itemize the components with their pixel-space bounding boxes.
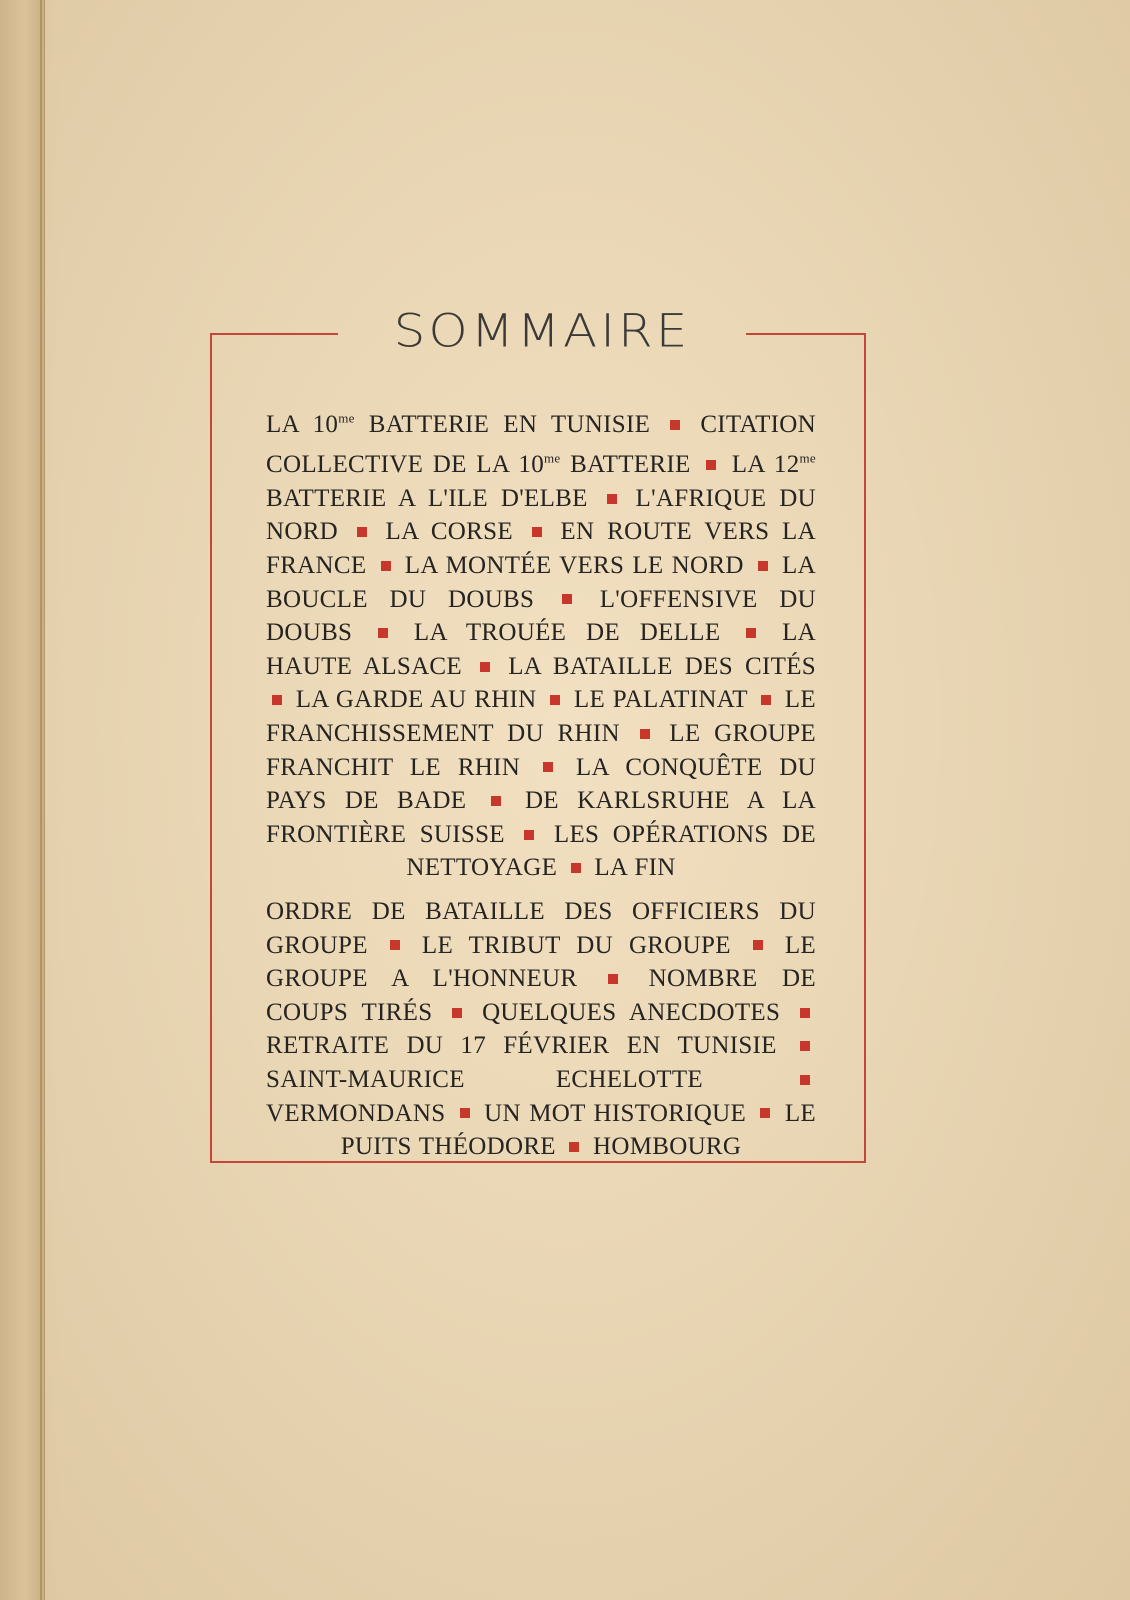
square-bullet-icon — [800, 1008, 810, 1018]
contents-entry: LA CORSE — [385, 518, 513, 546]
contents-entry: LE GROUPE FRANCHIT LE RHIN — [266, 720, 816, 781]
square-bullet-icon — [800, 1075, 810, 1085]
square-bullet-icon — [760, 1108, 770, 1118]
frame-top-left-rule — [210, 333, 338, 335]
square-bullet-icon — [640, 729, 650, 739]
square-bullet-icon — [761, 695, 771, 705]
square-bullet-icon — [746, 628, 756, 638]
square-bullet-icon — [608, 974, 618, 984]
contents-entry: QUELQUES ANECDOTES — [482, 998, 781, 1026]
square-bullet-icon — [550, 695, 560, 705]
contents-entry: LE PALATINAT — [573, 686, 748, 714]
square-bullet-icon — [607, 494, 617, 504]
square-bullet-icon — [532, 527, 542, 537]
page-title: SOMMAIRE — [393, 304, 691, 358]
square-bullet-icon — [460, 1108, 470, 1118]
square-bullet-icon — [670, 420, 680, 430]
square-bullet-icon — [480, 662, 490, 672]
contents-entry: LE FRANCHISSEMENT DU RHIN — [266, 686, 816, 747]
contents-entry: LES OPÉRATIONS DE NETTOYAGE — [406, 820, 816, 882]
contents-entry: LA $12^{me}$ BATTERIE A L'ILE D'ELBE — [266, 450, 816, 512]
contents-entry: LE GROUPE A L'HONNEUR — [266, 931, 816, 993]
contents-entry: UN MOT HISTORIQUE — [484, 1099, 747, 1127]
contents-entry: LA BOUCLE DU DOUBS — [266, 552, 816, 613]
contents-entry: NOMBRE DE COUPS TIRÉS — [266, 965, 816, 1026]
square-bullet-icon — [390, 940, 400, 950]
contents-entry: ORDRE DE BATAILLE DES OFFICIERS DU GROUPE — [266, 897, 816, 959]
square-bullet-icon — [272, 695, 282, 705]
square-bullet-icon — [758, 561, 768, 571]
contents-section-annexes — [266, 895, 816, 1164]
contents-section-campaign — [266, 402, 816, 885]
contents-entry: LA CONQUÊTE DU PAYS DE BADE — [266, 753, 816, 815]
binding-line — [40, 0, 42, 1600]
square-bullet-icon — [452, 1008, 462, 1018]
square-bullet-icon — [706, 460, 716, 470]
square-bullet-icon — [753, 940, 763, 950]
contents-entry: LA $10^{me}$ BATTERIE EN TUNISIE — [266, 411, 651, 439]
square-bullet-icon — [562, 594, 572, 604]
contents-entry: LE PUITS THÉODORE — [340, 1099, 816, 1161]
contents-entry: HOMBOURG — [593, 1133, 742, 1161]
square-bullet-icon — [491, 796, 501, 806]
square-bullet-icon — [357, 527, 367, 537]
contents-entry: VERMONDANS — [266, 1099, 446, 1127]
square-bullet-icon — [571, 863, 581, 873]
contents-entry: SAINT-MAURICE ECHELOTTE — [266, 1065, 703, 1093]
contents-entry: RETRAITE DU 17 FÉVRIER EN TUNISIE — [266, 1032, 777, 1060]
contents-entry: L'AFRIQUE DU NORD — [266, 484, 816, 546]
contents-entry: LE TRIBUT DU GROUPE — [421, 931, 731, 959]
square-bullet-icon — [381, 561, 391, 571]
contents-entry: LA MONTÉE VERS LE NORD — [404, 552, 744, 580]
table-of-contents — [266, 402, 816, 1164]
contents-entry: LA BATAILLE DES CITÉS — [508, 652, 816, 680]
contents-entry: LA GARDE AU RHIN — [295, 686, 537, 714]
contents-entry: CITATION COLLECTIVE DE LA $10^{me}$ BATTERIE — [266, 411, 816, 479]
contents-entry: LA FIN — [594, 854, 676, 882]
square-bullet-icon — [524, 830, 534, 840]
contents-entry: LA HAUTE ALSACE — [266, 619, 816, 680]
contents-entry: L'OFFENSIVE DU DOUBS — [266, 585, 816, 647]
square-bullet-icon — [378, 628, 388, 638]
square-bullet-icon — [569, 1142, 579, 1152]
contents-entry: DE KARLSRUHE A LA FRONTIÈRE SUISSE — [266, 787, 816, 848]
contents-entry: EN ROUTE VERS LA FRANCE — [266, 518, 816, 580]
square-bullet-icon — [543, 762, 553, 772]
contents-entry: LA TROUÉE DE DELLE — [413, 619, 721, 647]
square-bullet-icon — [800, 1041, 810, 1051]
frame-top-right-rule — [746, 333, 866, 335]
page-left-edge — [0, 0, 45, 1600]
